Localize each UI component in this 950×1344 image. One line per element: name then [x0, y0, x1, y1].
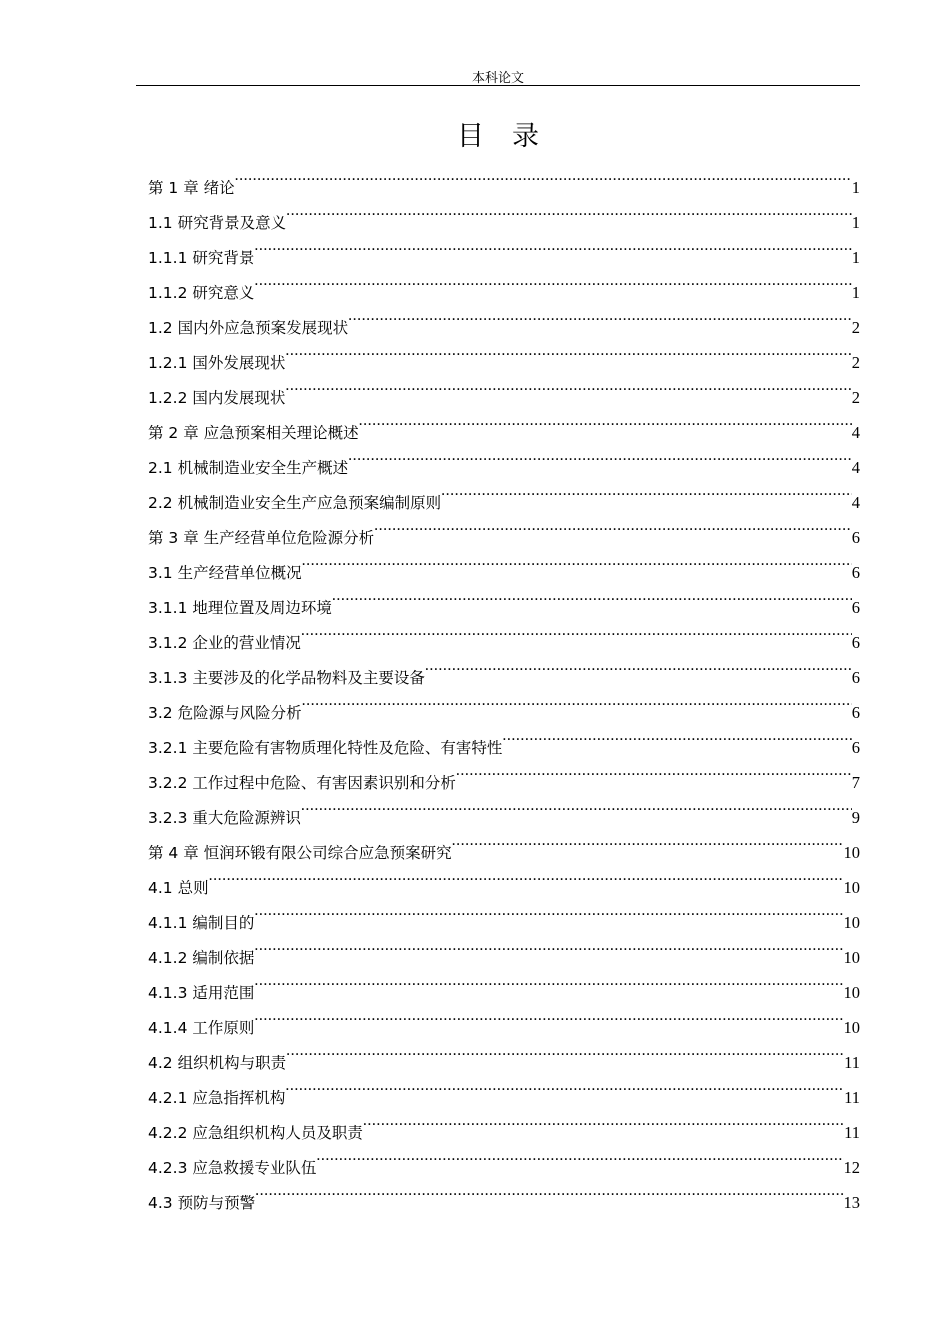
toc-entry-page-number: 2: [851, 388, 860, 407]
toc-entry-page-number: 10: [843, 878, 860, 897]
toc-dot-leader: [254, 893, 843, 928]
toc-entry-label: 1.2 国内外应急预案发展现状: [148, 319, 349, 337]
toc-dot-leader: [348, 298, 852, 333]
toc-entry-label: 3.2.3 重大危险源辨识: [148, 809, 301, 827]
toc-dot-leader: [441, 473, 852, 508]
toc-entry-label: 4.1.4 工作原则: [148, 1019, 255, 1037]
toc-dot-leader: [374, 508, 852, 543]
toc-entry-label: 第 3 章 生产经营单位危险源分析: [148, 529, 375, 547]
running-header: 本科论文: [471, 71, 524, 86]
toc-entry-label: 3.2.2 工作过程中危险、有害因素识别和分析: [148, 774, 456, 792]
toc-entry-page-number: 4: [851, 458, 860, 477]
toc-dot-leader: [363, 1103, 844, 1138]
toc-entry-page-number: 2: [851, 318, 860, 337]
toc-dot-leader: [209, 858, 844, 893]
toc-entry-label: 1.1.2 研究意义: [148, 284, 255, 302]
toc-entry-label: 1.2.1 国外发展现状: [148, 354, 286, 372]
toc-dot-leader: [255, 1173, 843, 1208]
toc-dot-leader: [332, 578, 852, 613]
toc-dot-leader: [254, 263, 851, 298]
toc-title: 目录: [457, 121, 567, 152]
toc-dot-leader: [254, 998, 843, 1033]
toc-entry[interactable]: [148, 298, 860, 337]
toc-entry-page-number: 13: [843, 1193, 860, 1212]
toc-dot-leader: [302, 543, 852, 578]
toc-entry-label: 第 1 章 绪论: [148, 179, 235, 197]
table-of-contents: [148, 158, 860, 1212]
toc-entry-label: 1.1 研究背景及意义: [148, 214, 287, 232]
toc-entry-label: 4.2.3 应急救援专业队伍: [148, 1159, 317, 1177]
toc-entry-page-number: 6: [851, 528, 860, 547]
toc-dot-leader: [285, 1068, 844, 1103]
toc-entry[interactable]: [148, 858, 860, 897]
toc-entry-label: 3.1.1 地理位置及周边环境: [148, 599, 332, 617]
toc-entry[interactable]: [148, 1033, 860, 1072]
toc-entry-page-number: 6: [851, 738, 860, 757]
toc-dot-leader: [502, 718, 851, 753]
toc-entry-label: 2.2 机械制造业安全生产应急预案编制原则: [148, 494, 442, 512]
toc-entry[interactable]: [148, 963, 860, 1002]
header-divider: [136, 85, 860, 86]
toc-entry-page-number: 6: [851, 633, 860, 652]
toc-entry-page-number: 4: [851, 493, 860, 512]
toc-entry-page-number: 1: [851, 248, 860, 267]
toc-dot-leader: [301, 788, 852, 823]
toc-entry-label: 2.1 机械制造业安全生产概述: [148, 459, 349, 477]
toc-entry-page-number: 10: [843, 948, 860, 967]
toc-entry-page-number: 12: [843, 1158, 860, 1177]
toc-dot-leader: [316, 1138, 843, 1173]
toc-entry-page-number: 9: [851, 808, 860, 827]
toc-entry-label: 3.1 生产经营单位概况: [148, 564, 302, 582]
toc-entry-label: 3.1.2 企业的营业情况: [148, 634, 301, 652]
toc-entry-label: 4.2 组织机构与职责: [148, 1054, 287, 1072]
toc-entry-page-number: 1: [851, 178, 860, 197]
toc-dot-leader: [286, 1033, 844, 1068]
toc-entry-label: 4.1.1 编制目的: [148, 914, 255, 932]
toc-entry[interactable]: [148, 928, 860, 967]
toc-dot-leader: [285, 333, 851, 368]
toc-dot-leader: [348, 438, 852, 473]
toc-entry-label: 4.2.1 应急指挥机构: [148, 1089, 286, 1107]
toc-entry[interactable]: [148, 1173, 860, 1212]
toc-entry[interactable]: [148, 228, 860, 267]
toc-entry-page-number: 10: [843, 913, 860, 932]
toc-dot-leader: [254, 963, 843, 998]
toc-dot-leader: [254, 228, 851, 263]
toc-dot-leader: [456, 753, 852, 788]
toc-dot-leader: [302, 683, 852, 718]
toc-entry-page-number: 7: [851, 773, 860, 792]
toc-entry[interactable]: [148, 263, 860, 302]
toc-entry-page-number: 4: [851, 423, 860, 442]
toc-entry-label: 4.1 总则: [148, 879, 209, 897]
toc-entry-label: 3.2.1 主要危险有害物质理化特性及危险、有害特性: [148, 739, 503, 757]
toc-entry[interactable]: [148, 158, 860, 197]
toc-dot-leader: [301, 613, 852, 648]
toc-entry[interactable]: [148, 193, 860, 232]
toc-entry-page-number: 6: [851, 668, 860, 687]
toc-entry-page-number: 10: [843, 983, 860, 1002]
toc-entry-label: 3.1.3 主要涉及的化学品物料及主要设备: [148, 669, 425, 687]
toc-dot-leader: [286, 193, 852, 228]
toc-entry-label: 4.3 预防与预警: [148, 1194, 256, 1212]
toc-entry-label: 第 2 章 应急预案相关理论概述: [148, 424, 359, 442]
toc-dot-leader: [285, 368, 851, 403]
toc-entry-page-number: 1: [851, 213, 860, 232]
toc-entry-label: 4.1.2 编制依据: [148, 949, 255, 967]
toc-entry-label: 4.1.3 适用范围: [148, 984, 255, 1002]
toc-entry-page-number: 6: [851, 703, 860, 722]
toc-entry-page-number: 11: [844, 1088, 860, 1107]
toc-entry-page-number: 10: [843, 1018, 860, 1037]
toc-entry-label: 3.2 危险源与风险分析: [148, 704, 302, 722]
toc-entry[interactable]: [148, 998, 860, 1037]
toc-entry-label: 1.2.2 国内发展现状: [148, 389, 286, 407]
toc-dot-leader: [254, 928, 843, 963]
toc-entry-page-number: 11: [844, 1053, 860, 1072]
toc-entry-page-number: 1: [851, 283, 860, 302]
toc-entry[interactable]: [148, 893, 860, 932]
toc-entry-label: 1.1.1 研究背景: [148, 249, 255, 267]
toc-entry-page-number: 6: [851, 598, 860, 617]
toc-entry-page-number: 11: [844, 1123, 860, 1142]
toc-dot-leader: [235, 158, 852, 193]
toc-entry-label: 第 4 章 恒润环锻有限公司综合应急预案研究: [148, 844, 452, 862]
toc-dot-leader: [425, 648, 852, 683]
toc-dot-leader: [359, 403, 852, 438]
toc-dot-leader: [452, 823, 844, 858]
toc-entry-page-number: 2: [851, 353, 860, 372]
toc-entry-page-number: 6: [851, 563, 860, 582]
toc-entry-label: 4.2.2 应急组织机构人员及职责: [148, 1124, 363, 1142]
toc-entry-page-number: 10: [843, 843, 860, 862]
